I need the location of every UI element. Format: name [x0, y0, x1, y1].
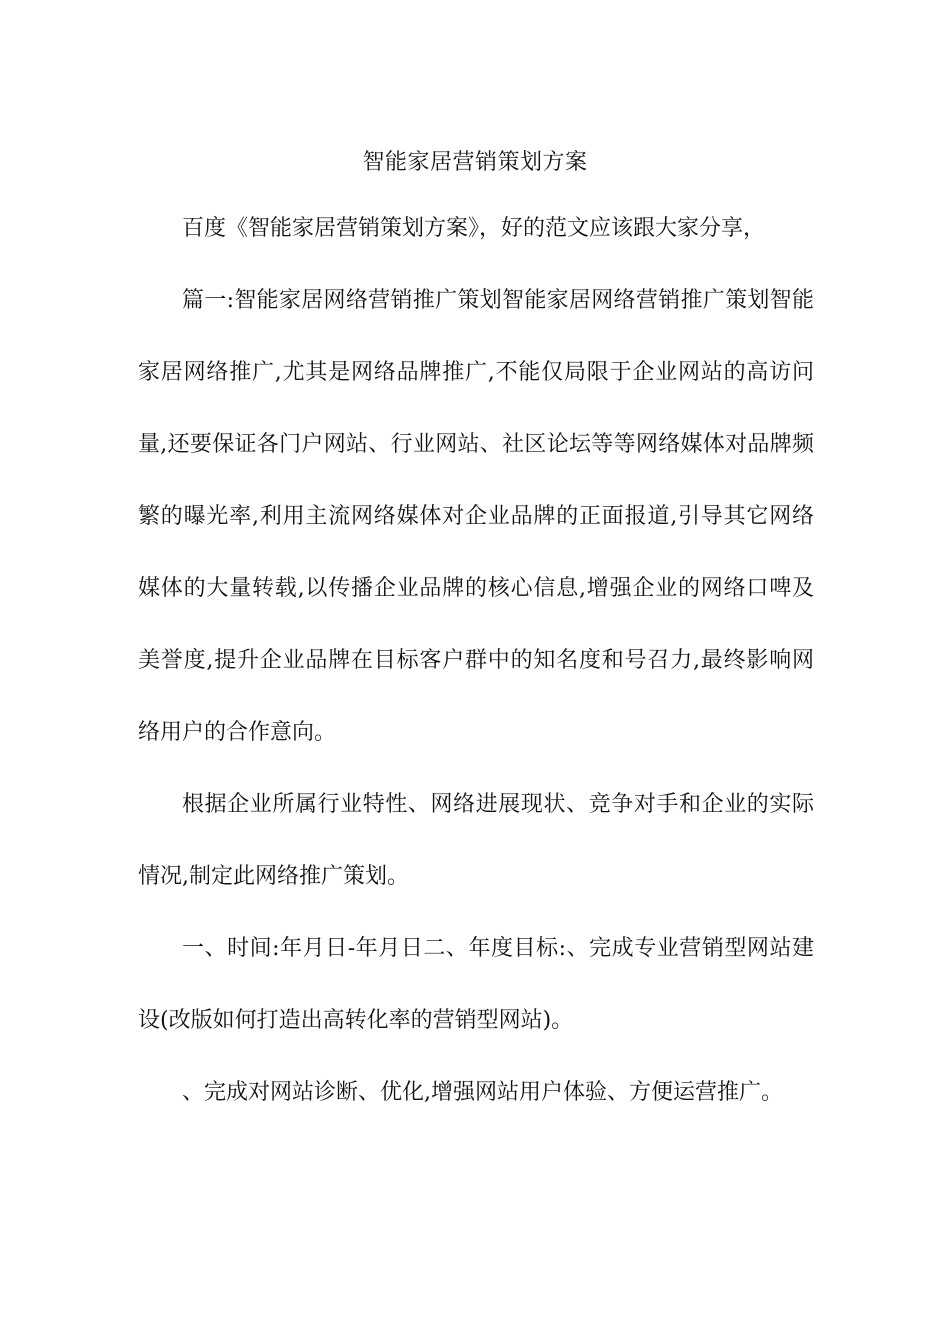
paragraph-intro-line-1: 百度《智能家居营销策划方案》，好的范文应该跟大家分享，	[182, 216, 766, 241]
paragraph-3-line-1: 一、时间:年月日-年月日二、年度目标:、完成专业营销型网站建	[182, 936, 814, 961]
document-title: 智能家居营销策划方案	[362, 150, 588, 175]
paragraph-4-line-1: 、完成对网站诊断、优化,增强网站用户体验、方便运营推广。	[182, 1080, 783, 1105]
paragraph-2-line-2: 情况,制定此网络推广策划。	[138, 864, 409, 889]
paragraph-1-line-2: 家居网络推广,尤其是网络品牌推广,不能仅局限于企业网站的高访问	[138, 360, 814, 385]
paragraph-2-line-1: 根据企业所属行业特性、网络进展现状、竞争对手和企业的实际	[182, 792, 814, 817]
paragraph-1-line-7: 络用户的合作意向。	[138, 720, 337, 745]
paragraph-3-line-2: 设(改版如何打造出高转化率的营销型网站)。	[138, 1008, 574, 1033]
paragraph-1-line-3: 量,还要保证各门户网站、行业网站、社区论坛等等网络媒体对品牌频	[138, 432, 814, 457]
paragraph-1-line-6: 美誉度,提升企业品牌在目标客户群中的知名度和号召力,最终影响网	[138, 648, 814, 673]
paragraph-1-line-5: 媒体的大量转载,以传播企业品牌的核心信息,增强企业的网络口啤及	[138, 576, 814, 601]
paragraph-1-line-4: 繁的曝光率,利用主流网络媒体对企业品牌的正面报道,引导其它网络	[138, 504, 814, 529]
paragraph-1-line-1: 篇一:智能家居网络营销推广策划智能家居网络营销推广策划智能	[182, 288, 814, 313]
